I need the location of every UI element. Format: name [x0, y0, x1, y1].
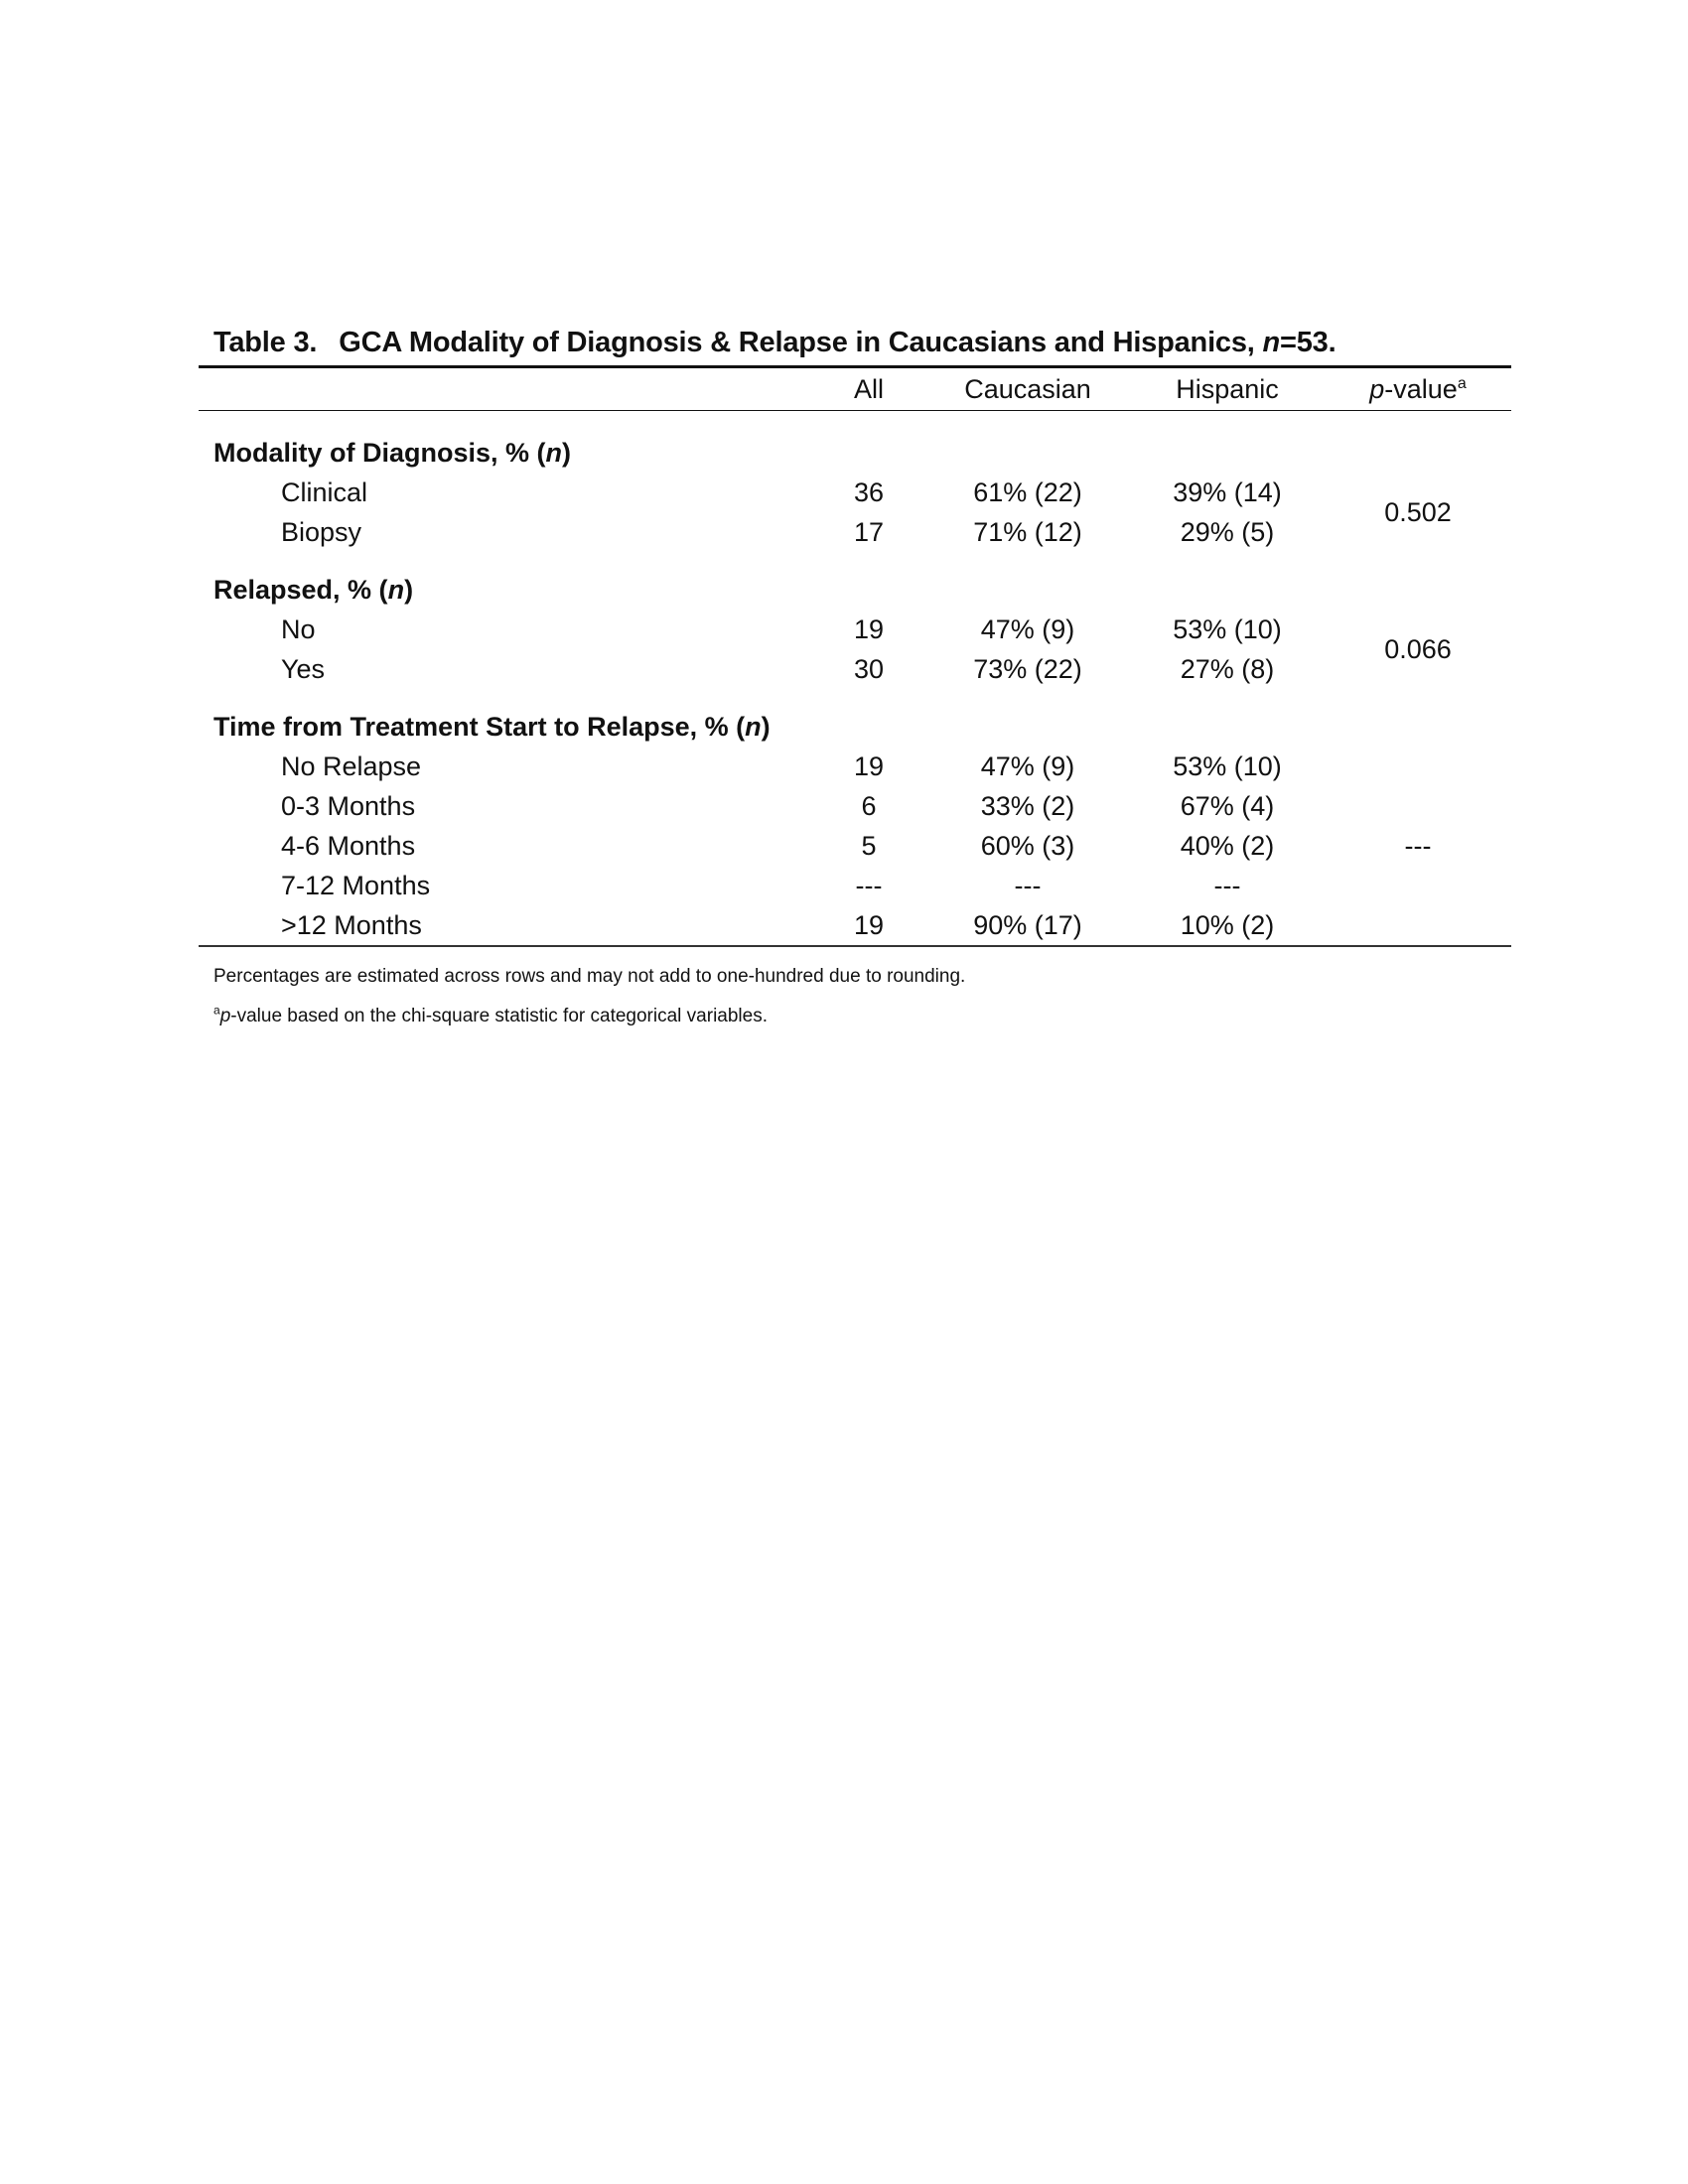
section-heading	[213, 570, 413, 610]
section-modality	[199, 433, 1511, 552]
row-label: No Relapse	[281, 751, 422, 781]
section-heading-close: )	[761, 712, 771, 742]
p-value-footnote-marker: a	[1457, 375, 1467, 392]
table-row	[199, 866, 1511, 905]
footnote-marker: a	[213, 1003, 220, 1018]
table-row	[199, 747, 1511, 786]
cell-all: 19	[853, 751, 885, 781]
table-title-suffix: =53.	[1280, 327, 1336, 358]
cell-all: 6	[861, 791, 877, 821]
section-heading-text: Modality of Diagnosis, % (	[213, 438, 546, 468]
footnote-p-italic: p	[219, 1006, 231, 1026]
table-row	[199, 473, 1511, 512]
cell-hispanic: 53% (10)	[1173, 614, 1282, 644]
p-value-cell: 0.502	[1384, 497, 1452, 527]
section-heading-n: n	[545, 438, 563, 468]
cell-all: 5	[861, 831, 877, 861]
section-heading-n: n	[745, 712, 762, 742]
row-label: 4-6 Months	[281, 831, 416, 861]
cell-hispanic: 39% (14)	[1173, 478, 1282, 507]
bottom-rule	[199, 945, 1511, 947]
cell-caucasian: 60% (3)	[980, 831, 1075, 861]
p-value-cell: 0.066	[1384, 634, 1452, 664]
table-title	[199, 322, 1511, 363]
cell-all: 36	[853, 478, 885, 507]
table-row	[199, 826, 1511, 866]
section-heading-close: )	[404, 575, 414, 605]
cell-caucasian: 71% (12)	[973, 517, 1082, 547]
row-label: 7-12 Months	[281, 871, 431, 900]
section-heading	[213, 433, 571, 473]
cell-caucasian: 90% (17)	[973, 910, 1082, 940]
cell-caucasian: ---	[1014, 871, 1042, 900]
section-heading-row	[199, 570, 1511, 610]
table-3	[199, 322, 1511, 1036]
table-row	[199, 786, 1511, 826]
table-row	[199, 512, 1511, 552]
table-row	[199, 905, 1511, 945]
table-row	[199, 610, 1511, 649]
column-header-p-value	[1369, 368, 1466, 410]
column-header-all: All	[853, 374, 885, 404]
table-footnotes	[199, 957, 1511, 1036]
cell-hispanic: ---	[1213, 871, 1241, 900]
row-label: 0-3 Months	[281, 791, 416, 821]
section-heading-row	[199, 707, 1511, 747]
section-relapsed	[199, 570, 1511, 689]
cell-caucasian: 61% (22)	[973, 478, 1082, 507]
section-time-to-relapse	[199, 707, 1511, 945]
cell-caucasian: 47% (9)	[980, 614, 1075, 644]
section-heading	[213, 707, 771, 747]
table-title-n: n	[1262, 327, 1281, 358]
table-number: Table 3.	[213, 327, 318, 358]
footnote-p-text: -value based on the chi-square statistic for categorical variables.	[230, 1006, 768, 1026]
p-value-text: -value	[1384, 374, 1458, 404]
section-heading-n: n	[387, 575, 405, 605]
row-label: Biopsy	[281, 517, 362, 547]
row-label: >12 Months	[281, 910, 422, 940]
column-header-row	[199, 368, 1511, 410]
section-heading-close: )	[562, 438, 572, 468]
cell-hispanic: 29% (5)	[1180, 517, 1275, 547]
cell-hispanic: 10% (2)	[1180, 910, 1275, 940]
p-value-cell: ---	[1404, 831, 1432, 861]
column-header-hispanic: Hispanic	[1176, 374, 1279, 404]
cell-all: 19	[853, 910, 885, 940]
section-heading-text: Time from Treatment Start to Relapse, % (	[213, 712, 746, 742]
cell-hispanic: 53% (10)	[1173, 751, 1282, 781]
column-header-caucasian: Caucasian	[964, 374, 1091, 404]
cell-hispanic: 40% (2)	[1180, 831, 1275, 861]
footnote-rounding: Percentages are estimated across rows and may not add to one-hundred due to rounding.	[213, 966, 966, 987]
row-label: No	[281, 614, 316, 644]
table-title-text: GCA Modality of Diagnosis & Relapse in Caucasians and Hispanics,	[339, 327, 1263, 358]
cell-all: 30	[853, 654, 885, 684]
cell-all: ---	[855, 871, 883, 900]
cell-all: 19	[853, 614, 885, 644]
footnote-p-value	[213, 997, 1511, 1036]
p-italic: p	[1369, 374, 1385, 404]
table-row	[199, 649, 1511, 689]
section-heading-row	[199, 433, 1511, 473]
cell-hispanic: 27% (8)	[1180, 654, 1275, 684]
row-label: Yes	[281, 654, 326, 684]
cell-hispanic: 67% (4)	[1180, 791, 1275, 821]
cell-caucasian: 47% (9)	[980, 751, 1075, 781]
section-heading-text: Relapsed, % (	[213, 575, 388, 605]
cell-all: 17	[853, 517, 885, 547]
cell-caucasian: 33% (2)	[980, 791, 1075, 821]
row-label: Clinical	[281, 478, 368, 507]
cell-caucasian: 73% (22)	[973, 654, 1082, 684]
